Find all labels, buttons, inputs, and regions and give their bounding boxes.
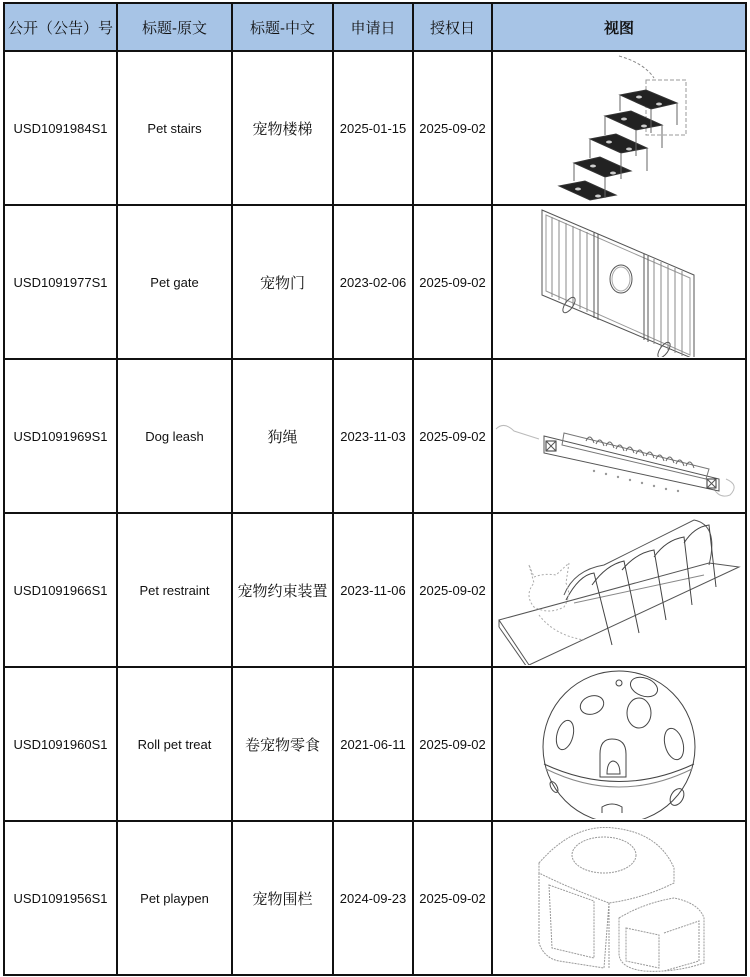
granted-date-cell: 2025-09-02 (413, 359, 492, 513)
granted-date-cell: 2025-09-02 (413, 667, 492, 821)
title-en-cell: Pet stairs (117, 51, 232, 205)
table-row (4, 513, 746, 667)
view-cell (492, 359, 746, 513)
header-title-en: 标题-原文 (117, 3, 232, 51)
table-row (4, 667, 746, 821)
pub-no-cell: USD1091984S1 (4, 51, 117, 205)
header-filed: 申请日 (333, 3, 413, 51)
table-row (4, 359, 746, 513)
title-en-cell: Pet gate (117, 205, 232, 359)
header-granted: 授权日 (413, 3, 492, 51)
title-zh-cell: 宠物楼梯 (232, 51, 333, 205)
title-zh-cell: 狗绳 (232, 359, 333, 513)
title-zh-cell: 卷宠物零食 (232, 667, 333, 821)
filed-date-cell: 2021-06-11 (333, 667, 413, 821)
view-cell (492, 821, 746, 975)
table-row (4, 821, 746, 975)
pub-no-cell: USD1091960S1 (4, 667, 117, 821)
header-pub-no: 公开（公告）号 (4, 3, 117, 51)
title-zh-cell: 宠物门 (232, 205, 333, 359)
pub-no-cell: USD1091956S1 (4, 821, 117, 975)
filed-date-cell: 2025-01-15 (333, 51, 413, 205)
table-row (4, 51, 746, 205)
title-zh-cell: 宠物围栏 (232, 821, 333, 975)
filed-date-cell: 2024-09-23 (333, 821, 413, 975)
pub-no-cell: USD1091977S1 (4, 205, 117, 359)
title-en-cell: Pet restraint (117, 513, 232, 667)
view-cell (492, 205, 746, 359)
roll-pet-treat-drawing (494, 669, 744, 819)
granted-date-cell: 2025-09-02 (413, 205, 492, 359)
table-row (4, 205, 746, 359)
dog-leash-drawing (494, 361, 744, 511)
pub-no-cell: USD1091969S1 (4, 359, 117, 513)
pet-gate-drawing (494, 207, 744, 357)
pet-stairs-drawing (494, 53, 744, 203)
filed-date-cell: 2023-11-03 (333, 359, 413, 513)
pet-restraint-drawing (494, 515, 744, 665)
filed-date-cell: 2023-11-06 (333, 513, 413, 667)
title-en-cell: Pet playpen (117, 821, 232, 975)
pub-no-cell: USD1091966S1 (4, 513, 117, 667)
patent-table (3, 2, 747, 976)
header-view: 视图 (492, 3, 746, 51)
view-cell (492, 667, 746, 821)
view-cell (492, 513, 746, 667)
header-row (4, 3, 746, 51)
title-en-cell: Dog leash (117, 359, 232, 513)
title-zh-cell: 宠物约束装置 (232, 513, 333, 667)
pet-playpen-drawing (494, 823, 744, 973)
granted-date-cell: 2025-09-02 (413, 821, 492, 975)
title-en-cell: Roll pet treat (117, 667, 232, 821)
view-cell (492, 51, 746, 205)
filed-date-cell: 2023-02-06 (333, 205, 413, 359)
granted-date-cell: 2025-09-02 (413, 513, 492, 667)
granted-date-cell: 2025-09-02 (413, 51, 492, 205)
header-title-zh: 标题-中文 (232, 3, 333, 51)
